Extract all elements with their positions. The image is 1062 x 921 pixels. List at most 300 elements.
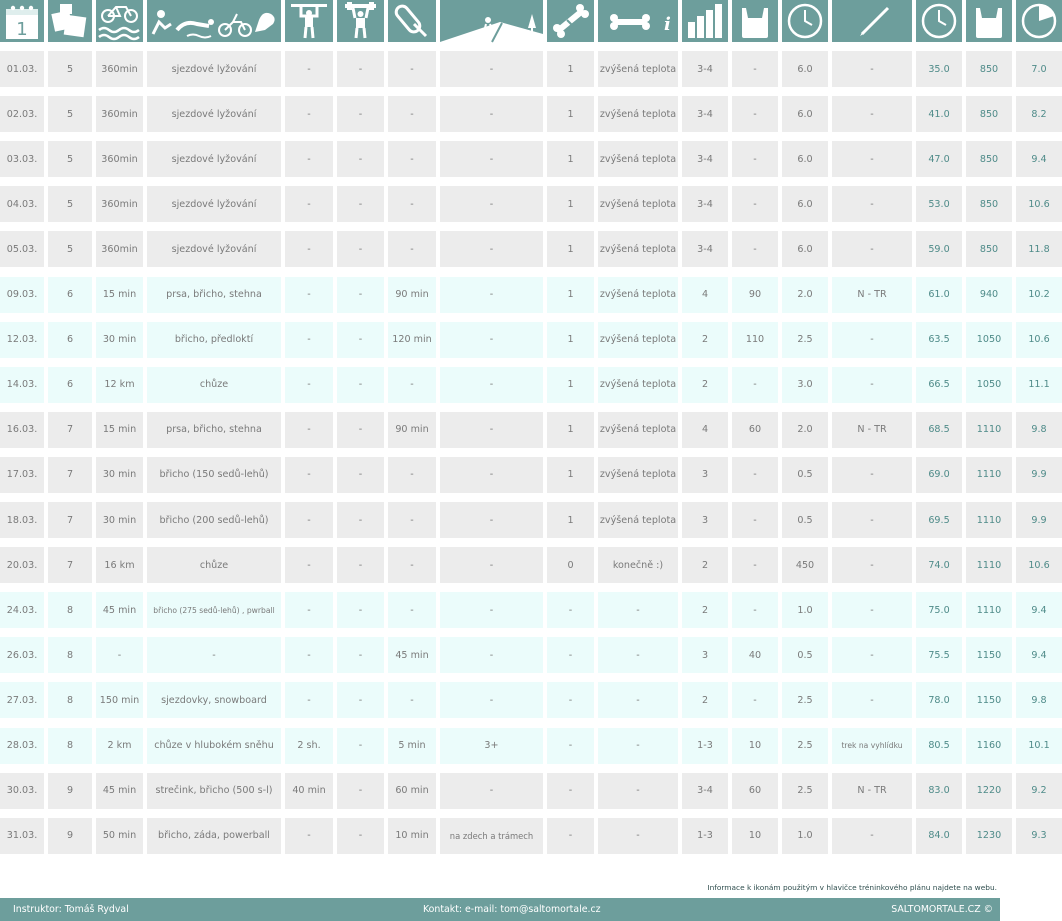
- cell-duration: 360min: [96, 141, 143, 177]
- cell-health-note: zvýšená teplota: [598, 457, 678, 493]
- cell-week: 8: [48, 682, 92, 718]
- cell-week: 8: [48, 592, 92, 628]
- cell-date: 09.03.: [0, 277, 44, 313]
- cell-activity: břicho (150 sedů-lehů): [147, 457, 281, 493]
- cell-hours: 1.0: [782, 818, 828, 854]
- cell-injury-level: 1: [547, 231, 594, 267]
- cell-injury-level: -: [547, 728, 594, 764]
- cell-ratio: 9.9: [1016, 457, 1062, 493]
- cell-weight: 90: [732, 277, 778, 313]
- cell-terrain: -: [440, 186, 543, 222]
- cell-weight: -: [732, 51, 778, 87]
- cell-injury-level: -: [547, 818, 594, 854]
- cell-hours: 2.5: [782, 728, 828, 764]
- cell-total-weight: 1110: [966, 592, 1012, 628]
- cell-total-weight: 1050: [966, 322, 1012, 358]
- cell-total-weight: 850: [966, 186, 1012, 222]
- cell-note: -: [832, 682, 912, 718]
- cell-total-weight: 1050: [966, 367, 1012, 403]
- cell-activity: strečink, břicho (500 s-l): [147, 773, 281, 809]
- cell-col-7: -: [388, 502, 436, 538]
- cell-date: 20.03.: [0, 547, 44, 583]
- cell-health-note: zvýšená teplota: [598, 502, 678, 538]
- cell-date: 27.03.: [0, 682, 44, 718]
- cell-col-5: -: [285, 412, 333, 448]
- cell-col-5: -: [285, 592, 333, 628]
- cell-intensity: 3-4: [682, 231, 728, 267]
- cell-terrain: -: [440, 141, 543, 177]
- cell-intensity: 1-3: [682, 818, 728, 854]
- cell-total-weight: 850: [966, 51, 1012, 87]
- cell-weight: 60: [732, 412, 778, 448]
- cell-col-7: 90 min: [388, 277, 436, 313]
- cell-health-note: -: [598, 818, 678, 854]
- cell-total-weight: 850: [966, 231, 1012, 267]
- cell-terrain: -: [440, 502, 543, 538]
- cell-duration: 2 km: [96, 728, 143, 764]
- cell-col-6: -: [337, 728, 384, 764]
- cell-col-5: -: [285, 502, 333, 538]
- cell-date: 12.03.: [0, 322, 44, 358]
- cell-date: 26.03.: [0, 637, 44, 673]
- cell-col-5: -: [285, 367, 333, 403]
- cell-total-hours: 68.5: [916, 412, 962, 448]
- cell-activity: chůze: [147, 367, 281, 403]
- cell-note: trek na vyhlídku: [832, 728, 912, 764]
- cell-health-note: -: [598, 682, 678, 718]
- cell-ratio: 10.2: [1016, 277, 1062, 313]
- cell-ratio: 10.6: [1016, 322, 1062, 358]
- cell-date: 28.03.: [0, 728, 44, 764]
- cell-intensity: 3: [682, 457, 728, 493]
- cell-ratio: 9.8: [1016, 412, 1062, 448]
- bar-chart-icon: [682, 0, 728, 42]
- cell-activity: břicho, záda, powerball: [147, 818, 281, 854]
- cell-terrain: -: [440, 96, 543, 132]
- cell-total-hours: 63.5: [916, 322, 962, 358]
- clock-icon: [782, 0, 828, 42]
- cell-col-7: 45 min: [388, 637, 436, 673]
- cell-health-note: zvýšená teplota: [598, 231, 678, 267]
- cell-week: 5: [48, 51, 92, 87]
- cell-col-5: -: [285, 682, 333, 718]
- cell-intensity: 3: [682, 502, 728, 538]
- cell-col-7: -: [388, 457, 436, 493]
- cell-terrain: -: [440, 592, 543, 628]
- cell-health-note: -: [598, 773, 678, 809]
- cell-weight: -: [732, 682, 778, 718]
- cell-weight: -: [732, 592, 778, 628]
- cell-col-7: -: [388, 186, 436, 222]
- cell-intensity: 3-4: [682, 773, 728, 809]
- cell-activity: prsa, břicho, stehna: [147, 277, 281, 313]
- cell-intensity: 2: [682, 322, 728, 358]
- cell-note: -: [832, 502, 912, 538]
- cell-col-6: -: [337, 322, 384, 358]
- cell-total-hours: 41.0: [916, 96, 962, 132]
- cell-intensity: 2: [682, 592, 728, 628]
- cell-ratio: 9.9: [1016, 502, 1062, 538]
- cell-weight: -: [732, 457, 778, 493]
- cell-health-note: zvýšená teplota: [598, 141, 678, 177]
- cell-intensity: 3-4: [682, 141, 728, 177]
- cell-ratio: 11.1: [1016, 367, 1062, 403]
- cell-weight: 10: [732, 728, 778, 764]
- website-link[interactable]: SALTOMORTALE.CZ ©: [891, 904, 993, 915]
- cell-date: 04.03.: [0, 186, 44, 222]
- bag-icon: [732, 0, 778, 42]
- cell-col-5: -: [285, 547, 333, 583]
- cell-week: 5: [48, 186, 92, 222]
- cell-duration: 30 min: [96, 322, 143, 358]
- cell-col-7: 60 min: [388, 773, 436, 809]
- cell-health-note: zvýšená teplota: [598, 322, 678, 358]
- cell-terrain: -: [440, 231, 543, 267]
- cell-col-6: -: [337, 502, 384, 538]
- cell-total-weight: 1110: [966, 457, 1012, 493]
- cell-col-5: -: [285, 231, 333, 267]
- cell-total-weight: 1110: [966, 547, 1012, 583]
- cell-hours: 2.5: [782, 682, 828, 718]
- cell-intensity: 3-4: [682, 51, 728, 87]
- cell-intensity: 3-4: [682, 96, 728, 132]
- cell-total-weight: 1110: [966, 502, 1012, 538]
- cell-injury-level: -: [547, 682, 594, 718]
- cell-note: -: [832, 322, 912, 358]
- cell-injury-level: 0: [547, 547, 594, 583]
- cell-health-note: konečně :): [598, 547, 678, 583]
- cell-duration: 360min: [96, 186, 143, 222]
- cell-col-5: -: [285, 96, 333, 132]
- triathlon-activities-icon: [147, 0, 281, 42]
- cell-note: -: [832, 818, 912, 854]
- cell-hours: 0.5: [782, 457, 828, 493]
- cell-activity: sjezdové lyžování: [147, 231, 281, 267]
- cell-duration: 15 min: [96, 277, 143, 313]
- cell-col-7: -: [388, 592, 436, 628]
- cell-col-6: -: [337, 231, 384, 267]
- calendar-day-one-icon: [0, 0, 44, 42]
- cell-col-5: -: [285, 818, 333, 854]
- cell-duration: 50 min: [96, 818, 143, 854]
- cell-date: 31.03.: [0, 818, 44, 854]
- cell-total-weight: 1110: [966, 412, 1012, 448]
- cell-duration: -: [96, 637, 143, 673]
- cell-weight: -: [732, 231, 778, 267]
- cell-duration: 45 min: [96, 773, 143, 809]
- cell-activity: břicho (275 sedů-lehů) , pwrball: [147, 592, 281, 628]
- cell-total-hours: 66.5: [916, 367, 962, 403]
- cell-week: 7: [48, 457, 92, 493]
- cell-terrain: -: [440, 322, 543, 358]
- cell-col-6: -: [337, 186, 384, 222]
- cell-col-6: -: [337, 818, 384, 854]
- cell-intensity: 4: [682, 277, 728, 313]
- cell-total-weight: 1150: [966, 637, 1012, 673]
- cell-ratio: 10.6: [1016, 186, 1062, 222]
- cell-weight: 10: [732, 818, 778, 854]
- cell-health-note: -: [598, 592, 678, 628]
- cell-total-hours: 35.0: [916, 51, 962, 87]
- cell-duration: 15 min: [96, 412, 143, 448]
- cell-week: 6: [48, 322, 92, 358]
- uphill-road-icon: [440, 0, 543, 42]
- cell-note: -: [832, 592, 912, 628]
- clock-total-icon: [916, 0, 962, 42]
- instructor-label: Instruktor: Tomáš Rydval: [13, 904, 129, 915]
- cell-col-6: -: [337, 412, 384, 448]
- cell-hours: 6.0: [782, 51, 828, 87]
- cell-health-note: zvýšená teplota: [598, 277, 678, 313]
- cell-duration: 45 min: [96, 592, 143, 628]
- cell-activity: sjezdovky, snowboard: [147, 682, 281, 718]
- cell-col-5: 40 min: [285, 773, 333, 809]
- cell-date: 18.03.: [0, 502, 44, 538]
- cell-note: -: [832, 547, 912, 583]
- cell-total-weight: 940: [966, 277, 1012, 313]
- cell-hours: 0.5: [782, 637, 828, 673]
- cell-terrain: -: [440, 773, 543, 809]
- info-mark: i: [664, 14, 671, 35]
- pie-icon: [1016, 0, 1062, 42]
- cell-total-weight: 850: [966, 96, 1012, 132]
- cell-activity: sjezdové lyžování: [147, 96, 281, 132]
- cell-note: N - TR: [832, 412, 912, 448]
- cell-terrain: -: [440, 277, 543, 313]
- cell-col-5: 2 sh.: [285, 728, 333, 764]
- cell-injury-level: 1: [547, 51, 594, 87]
- cell-duration: 30 min: [96, 502, 143, 538]
- cell-health-note: zvýšená teplota: [598, 96, 678, 132]
- cell-terrain: -: [440, 457, 543, 493]
- cell-week: 8: [48, 728, 92, 764]
- cell-note: -: [832, 96, 912, 132]
- cell-week: 7: [48, 412, 92, 448]
- cell-health-note: -: [598, 637, 678, 673]
- cell-col-5: -: [285, 51, 333, 87]
- cell-col-6: -: [337, 141, 384, 177]
- cell-terrain: -: [440, 682, 543, 718]
- cell-injury-level: -: [547, 592, 594, 628]
- cell-total-hours: 47.0: [916, 141, 962, 177]
- cell-date: 17.03.: [0, 457, 44, 493]
- cell-total-hours: 69.5: [916, 502, 962, 538]
- pull-up-icon: [285, 0, 333, 42]
- cell-total-hours: 69.0: [916, 457, 962, 493]
- cell-duration: 360min: [96, 231, 143, 267]
- cell-ratio: 9.4: [1016, 141, 1062, 177]
- cell-injury-level: 1: [547, 96, 594, 132]
- cell-note: -: [832, 637, 912, 673]
- cell-health-note: zvýšená teplota: [598, 186, 678, 222]
- cell-col-7: -: [388, 682, 436, 718]
- cell-note: -: [832, 367, 912, 403]
- cell-week: 9: [48, 818, 92, 854]
- calendar-day-number: 1: [16, 19, 28, 40]
- cell-week: 5: [48, 231, 92, 267]
- cell-total-hours: 83.0: [916, 773, 962, 809]
- cell-hours: 6.0: [782, 141, 828, 177]
- cell-week: 5: [48, 96, 92, 132]
- cell-col-6: -: [337, 637, 384, 673]
- cell-ratio: 10.1: [1016, 728, 1062, 764]
- cell-activity: chůze: [147, 547, 281, 583]
- cell-hours: 450: [782, 547, 828, 583]
- cell-total-weight: 1150: [966, 682, 1012, 718]
- cell-week: 9: [48, 773, 92, 809]
- cell-intensity: 1-3: [682, 728, 728, 764]
- cell-total-weight: 850: [966, 141, 1012, 177]
- cell-note: -: [832, 141, 912, 177]
- cell-activity: břicho (200 sedů-lehů): [147, 502, 281, 538]
- cell-activity: prsa, břicho, stehna: [147, 412, 281, 448]
- cell-week: 8: [48, 637, 92, 673]
- cell-week: 6: [48, 277, 92, 313]
- icons-info-note: Informace k ikonám použitým v hlavičce tréninkového plánu najdete na webu.: [707, 883, 997, 892]
- weightlift-icon: [337, 0, 384, 42]
- cell-intensity: 3-4: [682, 186, 728, 222]
- cell-weight: -: [732, 141, 778, 177]
- cell-terrain: na zdech a trámech: [440, 818, 543, 854]
- cell-terrain: -: [440, 51, 543, 87]
- cell-total-weight: 1160: [966, 728, 1012, 764]
- cell-total-weight: 1220: [966, 773, 1012, 809]
- cell-note: -: [832, 231, 912, 267]
- cell-date: 14.03.: [0, 367, 44, 403]
- cell-weight: -: [732, 502, 778, 538]
- cell-col-7: 5 min: [388, 728, 436, 764]
- cell-note: N - TR: [832, 773, 912, 809]
- cell-date: 01.03.: [0, 51, 44, 87]
- cell-date: 03.03.: [0, 141, 44, 177]
- injured-bone-icon: [547, 0, 594, 42]
- cell-intensity: 2: [682, 367, 728, 403]
- bag-total-icon: [966, 0, 1012, 42]
- cell-weight: 40: [732, 637, 778, 673]
- cell-injury-level: 1: [547, 412, 594, 448]
- cell-hours: 6.0: [782, 96, 828, 132]
- cell-total-hours: 84.0: [916, 818, 962, 854]
- cell-injury-level: 1: [547, 277, 594, 313]
- cell-injury-level: 1: [547, 502, 594, 538]
- cell-total-hours: 74.0: [916, 547, 962, 583]
- cell-col-5: -: [285, 322, 333, 358]
- cell-col-6: -: [337, 367, 384, 403]
- cell-date: 16.03.: [0, 412, 44, 448]
- cell-injury-level: 1: [547, 457, 594, 493]
- cell-duration: 30 min: [96, 457, 143, 493]
- calendar-pages-icon: [48, 0, 92, 42]
- pen-icon: [832, 0, 912, 42]
- cell-health-note: -: [598, 728, 678, 764]
- cell-weight: -: [732, 367, 778, 403]
- cell-ratio: 9.4: [1016, 637, 1062, 673]
- cell-weight: -: [732, 96, 778, 132]
- cell-col-7: 10 min: [388, 818, 436, 854]
- cell-week: 5: [48, 141, 92, 177]
- cell-duration: 360min: [96, 51, 143, 87]
- cell-intensity: 2: [682, 682, 728, 718]
- cell-hours: 2.5: [782, 773, 828, 809]
- cell-date: 24.03.: [0, 592, 44, 628]
- cell-hours: 2.5: [782, 322, 828, 358]
- bone-info-icon: [598, 0, 678, 42]
- cell-intensity: 2: [682, 547, 728, 583]
- cell-duration: 360min: [96, 96, 143, 132]
- cell-ratio: 9.4: [1016, 592, 1062, 628]
- cell-hours: 0.5: [782, 502, 828, 538]
- cell-col-7: -: [388, 367, 436, 403]
- cell-weight: -: [732, 186, 778, 222]
- cell-ratio: 9.8: [1016, 682, 1062, 718]
- cell-col-7: 120 min: [388, 322, 436, 358]
- cell-duration: 12 km: [96, 367, 143, 403]
- footer-bar: [0, 898, 1000, 921]
- cell-note: -: [832, 186, 912, 222]
- cell-duration: 150 min: [96, 682, 143, 718]
- cell-weight: -: [732, 547, 778, 583]
- cell-health-note: zvýšená teplota: [598, 51, 678, 87]
- cell-injury-level: 1: [547, 367, 594, 403]
- cell-col-7: -: [388, 96, 436, 132]
- cell-hours: 6.0: [782, 186, 828, 222]
- cell-col-5: -: [285, 186, 333, 222]
- cell-hours: 6.0: [782, 231, 828, 267]
- cell-weight: 60: [732, 773, 778, 809]
- cell-activity: sjezdové lyžování: [147, 141, 281, 177]
- cell-ratio: 10.6: [1016, 547, 1062, 583]
- cell-injury-level: 1: [547, 141, 594, 177]
- cell-terrain: 3+: [440, 728, 543, 764]
- cell-injury-level: 1: [547, 322, 594, 358]
- cell-col-7: -: [388, 547, 436, 583]
- cell-col-6: -: [337, 547, 384, 583]
- cell-total-weight: 1230: [966, 818, 1012, 854]
- cell-activity: -: [147, 637, 281, 673]
- cell-injury-level: 1: [547, 186, 594, 222]
- cell-total-hours: 75.0: [916, 592, 962, 628]
- cell-total-hours: 59.0: [916, 231, 962, 267]
- cell-weight: 110: [732, 322, 778, 358]
- cell-col-6: -: [337, 96, 384, 132]
- cell-col-6: -: [337, 457, 384, 493]
- cell-activity: sjezdové lyžování: [147, 51, 281, 87]
- cell-col-6: -: [337, 277, 384, 313]
- cell-col-7: -: [388, 141, 436, 177]
- cell-note: N - TR: [832, 277, 912, 313]
- cell-intensity: 3: [682, 637, 728, 673]
- cell-col-6: -: [337, 682, 384, 718]
- cell-terrain: -: [440, 367, 543, 403]
- cell-total-hours: 75.5: [916, 637, 962, 673]
- cell-total-hours: 53.0: [916, 186, 962, 222]
- cell-injury-level: -: [547, 773, 594, 809]
- cell-terrain: -: [440, 547, 543, 583]
- cell-date: 05.03.: [0, 231, 44, 267]
- cell-health-note: zvýšená teplota: [598, 367, 678, 403]
- cell-col-7: -: [388, 231, 436, 267]
- cell-activity: chůze v hlubokém sněhu: [147, 728, 281, 764]
- carabiner-icon: [388, 0, 436, 42]
- cell-note: -: [832, 51, 912, 87]
- cell-duration: 16 km: [96, 547, 143, 583]
- cell-ratio: 11.8: [1016, 231, 1062, 267]
- cell-note: -: [832, 457, 912, 493]
- contact-label[interactable]: Kontakt: e-mail: tom@saltomortale.cz: [423, 904, 601, 915]
- cell-week: 7: [48, 547, 92, 583]
- cell-total-hours: 61.0: [916, 277, 962, 313]
- cell-injury-level: -: [547, 637, 594, 673]
